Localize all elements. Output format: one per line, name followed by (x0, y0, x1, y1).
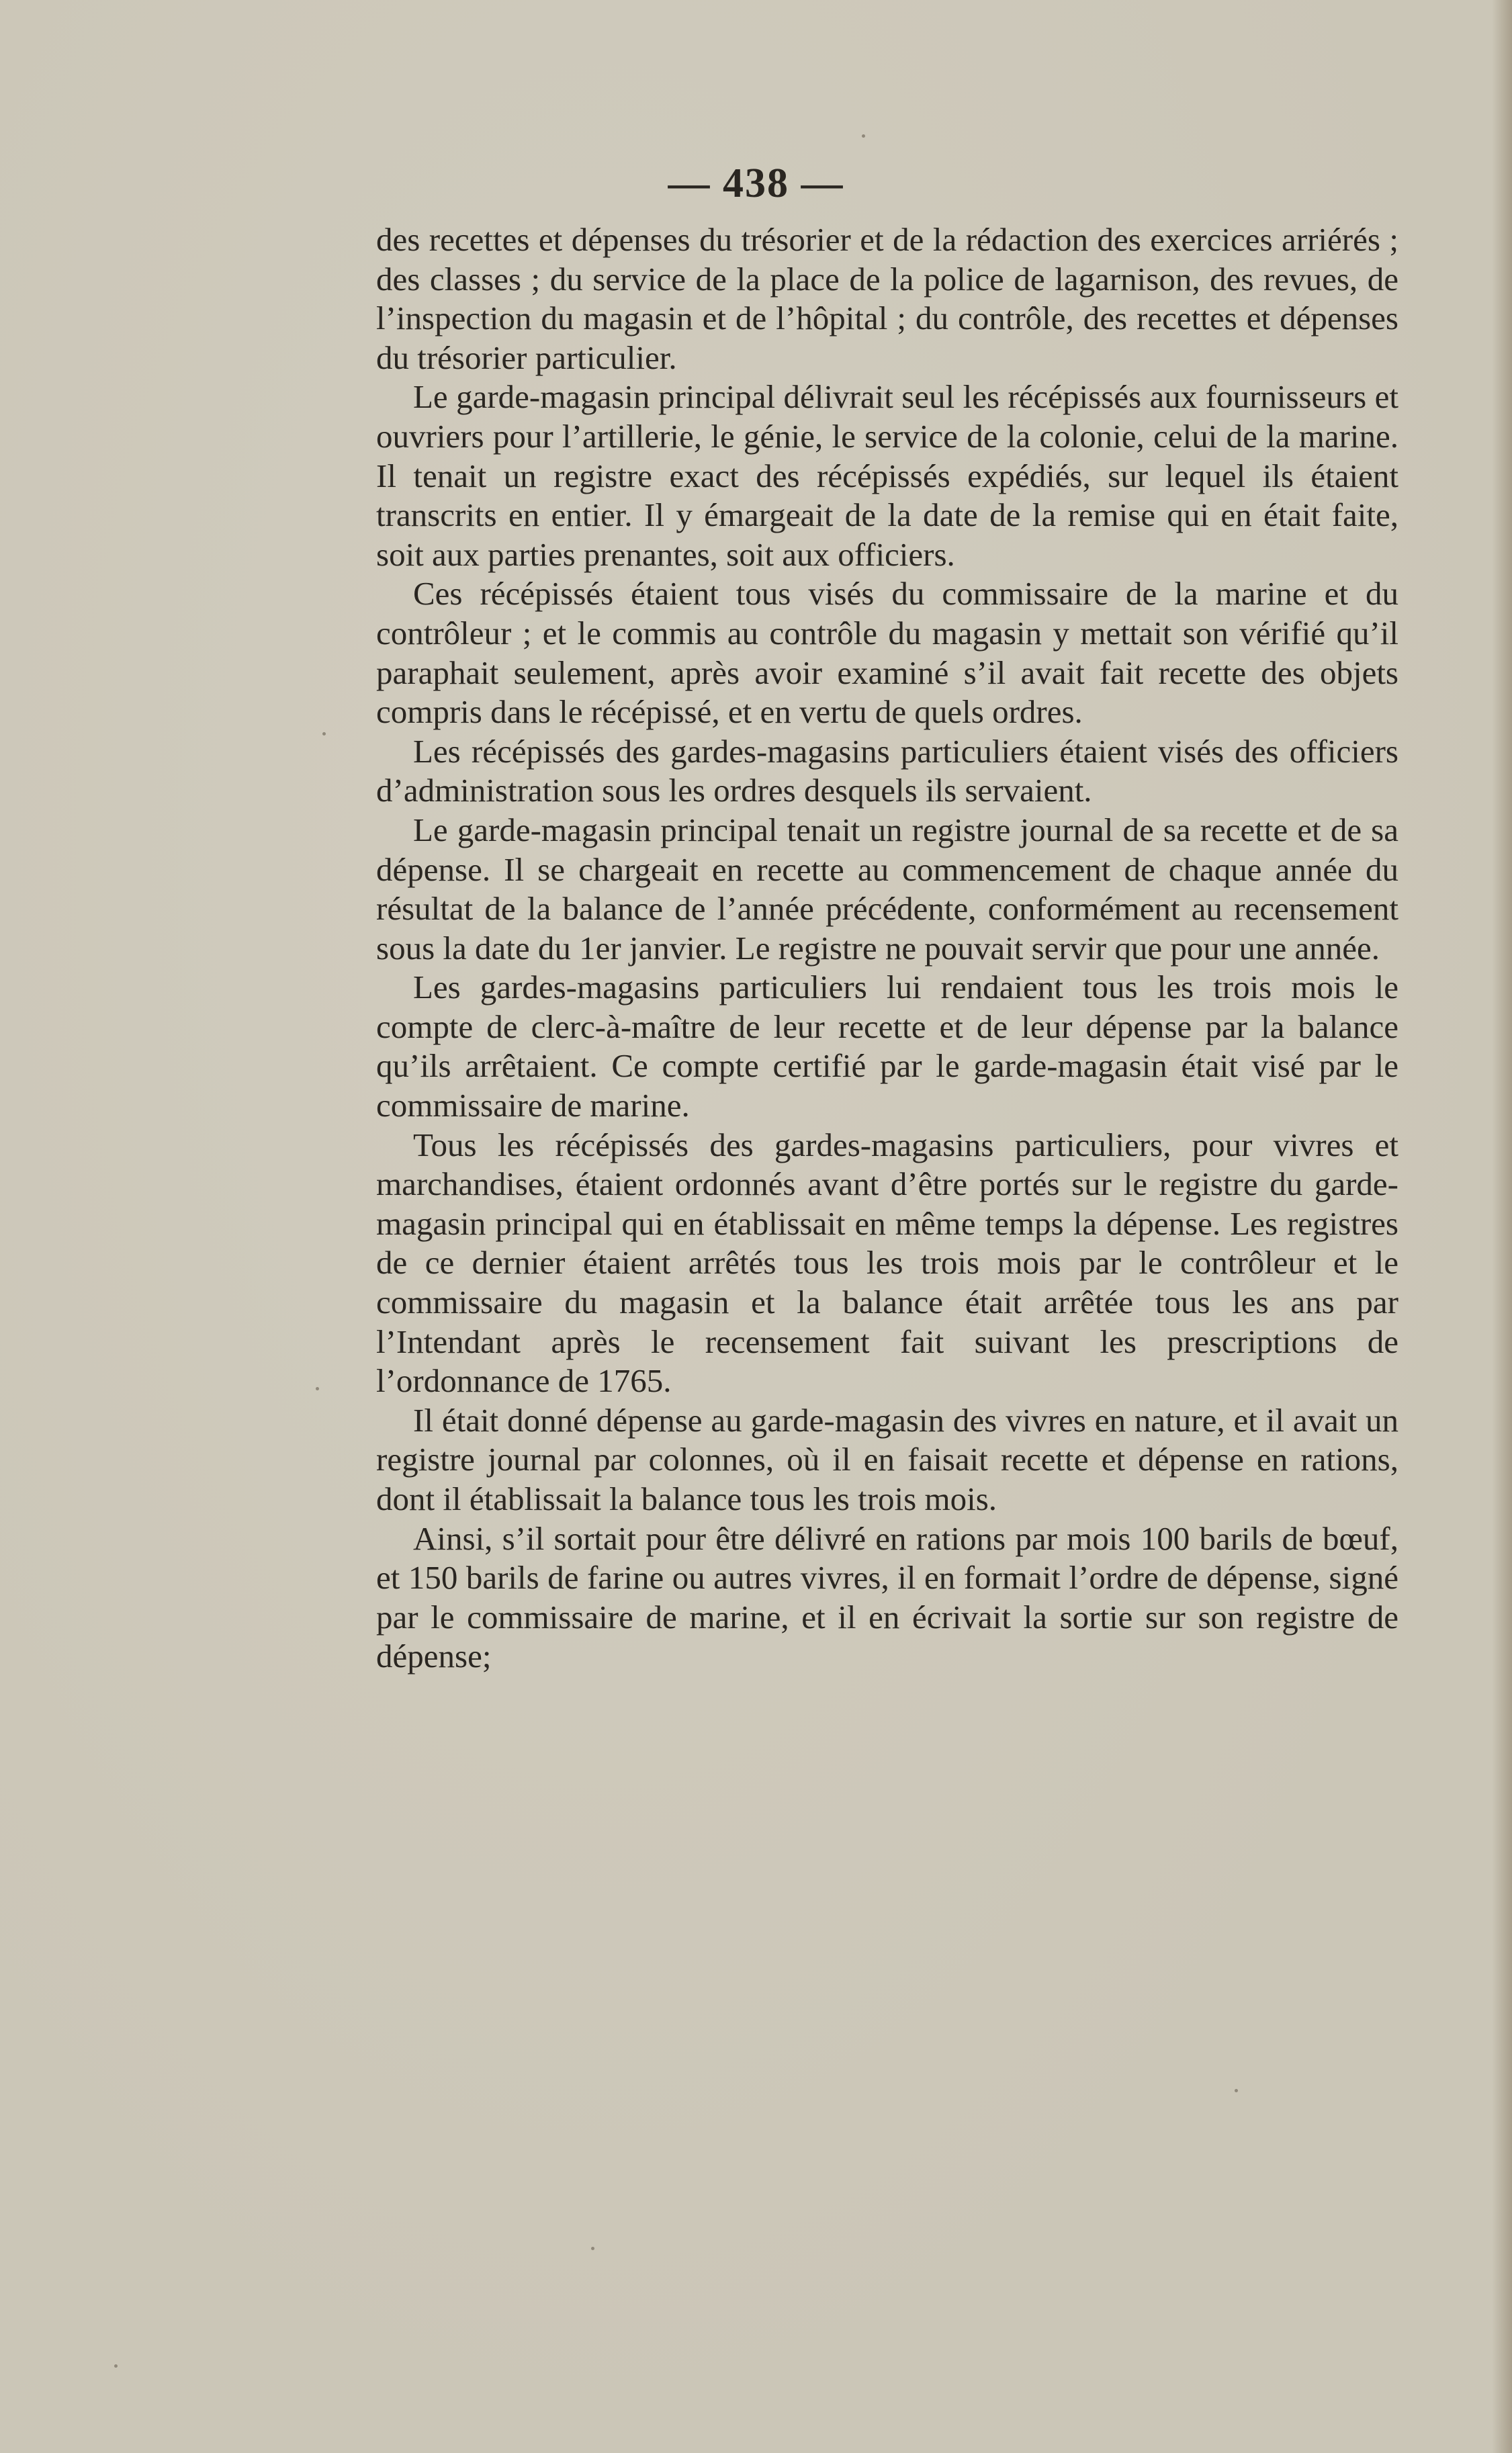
paper-speck (1235, 2089, 1238, 2092)
paper-speck (591, 2247, 594, 2250)
body-text (376, 220, 1398, 1677)
page-number: — 438 — (668, 161, 844, 206)
paragraph-5: Le garde-magasin principal tenait un registre journal de sa recette et de sa dépense. Il se chargeait en recette au commencement de chaque année du résultat de la balance de l’année précédente, conformément au recensement sous la date du 1er janvier. Le registre ne pouvait servir que pour une année. (376, 811, 1398, 967)
paragraph-1: des recettes et dépenses du trésorier et de la rédaction des exercices arriérés ; des classes ; du service de la place de la police de lagarnison, des revues, de l’inspection du magasin et de l’hôpital ; du contrôle, des recettes et dépenses du trésorier particulier. (376, 221, 1398, 376)
paragraph-7: Tous les récépissés des gardes-magasins particuliers, pour vivres et marchandises, étaient ordonnés avant d’être portés sur le registre du garde-magasin principal qui en établissait en même temps la dépense. Les registres de ce dernier étaient arrêtés tous les trois mois par le contrôleur et le commissaire du magasin et la balance était arrêtée tous les ans par l’Intendant après le recensement fait suivant les prescriptions de l’ordonnance de 1765. (376, 1126, 1398, 1400)
paper-speck (114, 2364, 118, 2368)
paragraph-6: Les gardes-magasins particuliers lui rendaient tous les trois mois le compte de clerc-à-maître de leur recette et de leur dépense par la balance qu’ils arrêtaient. Ce compte certifié par le garde-magasin était visé par le commissaire de marine. (376, 969, 1398, 1124)
page-edge-shadow (1492, 0, 1512, 2453)
paragraph-4: Les récépissés des gardes-magasins particuliers étaient visés des officiers d’administration sous les ordres desquels ils servaient. (376, 732, 1398, 809)
paragraph-9: Ainsi, s’il sortait pour être délivré en rations par mois 100 barils de bœuf, et 150 barils de farine ou autres vivres, il en formait l’ordre de dépense, signé par le commissaire de marine, et il en écrivait la sortie sur son registre de dépense; (376, 1519, 1398, 1675)
paragraph-2: Le garde-magasin principal délivrait seul les récépissés aux fournisseurs et ouvriers pour l’artillerie, le génie, le service de la colonie, celui de la marine. Il tenait un registre exact des récépissés expédiés, sur lequel ils étaient transcrits en entier. Il y émargeait de la date de la remise qui en était faite, soit aux parties prenantes, soit aux officiers. (376, 378, 1398, 573)
paper-speck (862, 134, 865, 138)
paragraph-8: Il était donné dépense au garde-magasin des vivres en nature, et il avait un registre journal par colonnes, où il en faisait recette et dépense en rations, dont il établissait la balance tous les trois mois. (376, 1401, 1398, 1517)
paper-speck (316, 1387, 319, 1390)
paper-speck (322, 732, 326, 735)
paragraph-3: Ces récépissés étaient tous visés du commissaire de la marine et du contrôleur ; et le commis au contrôle du magasin y mettait son vérifié qu’il paraphait seulement, après avoir examiné s’il avait fait recette des objets compris dans le récépissé, et en vertu de quels ordres. (376, 575, 1398, 731)
